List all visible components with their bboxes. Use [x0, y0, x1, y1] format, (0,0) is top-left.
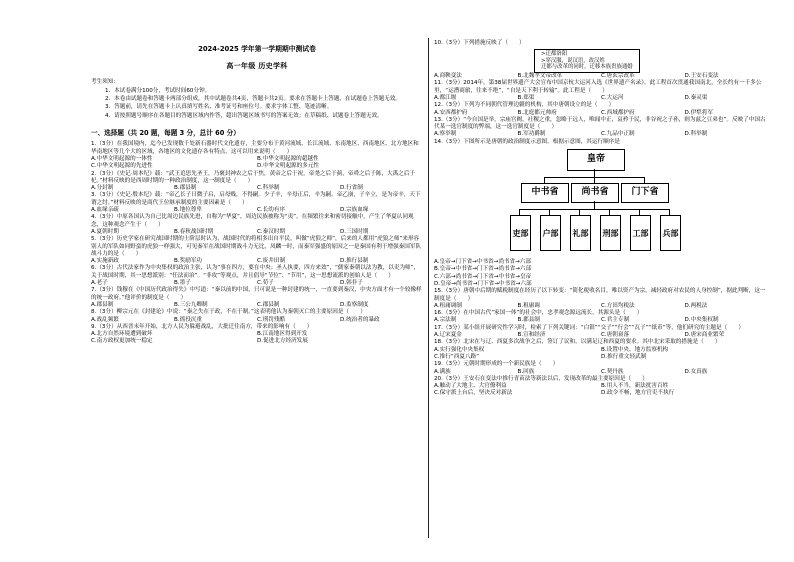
option: D.监察制度 [340, 301, 369, 308]
question-text: 11.（3分）2014年，第38届世界遗产大会宣布中国京杭大运河入选《世界遗产名录》。此工程首次贯通我国南北，全长约有一千多公里，“运漕商旅，往来不绝”，“自是天下利于转输”。此工程是（ ） [434, 80, 762, 94]
tang-org-chart [434, 149, 768, 257]
org-libu-rites: 礼部 [570, 215, 591, 251]
option: B.中华文明起源的超越性 [257, 155, 319, 162]
question [434, 361, 768, 376]
option: B.军功爵制 [517, 131, 546, 138]
option: A.宗法制 [434, 317, 457, 324]
question-text: 18.（3分）北宋在与辽、西夏多次战争之后，签订了议和，以满足辽和西夏的要求。其中北宋采取的措施是（ ） [434, 339, 721, 346]
measure-item: 迁都与改革的同时，迁移本族贵族通婚 [541, 64, 633, 71]
question [91, 192, 423, 214]
option: A.商鞅变法 [434, 73, 462, 80]
org-bingbu: 兵部 [660, 215, 681, 251]
options [91, 317, 423, 324]
question [434, 139, 768, 146]
options [434, 110, 768, 117]
options [434, 369, 768, 376]
option: C.唐玄宗改革 [601, 73, 635, 80]
option: D.韩非子 [340, 280, 363, 287]
question [434, 376, 768, 398]
option: A.分封制 [91, 185, 114, 192]
option: B.江南地区得到开发 [257, 331, 308, 338]
option: C.秦汉时期 [257, 228, 286, 235]
option: C.南方政权更加统一稳定 [91, 338, 153, 345]
option: C.中华文明起源的先进性 [91, 163, 153, 170]
option: C.九品中正制 [601, 131, 635, 138]
question-text: 8.（3分）柳宗元在《封建论》中说：“秦之失在于政，不在于制。”这表明他认为秦朝灭亡的主要原因是（ ） [91, 309, 366, 316]
option: B.皇帝→中书省→门下省→尚书省→六部 [434, 266, 532, 273]
option: A.北方自然环境遭到破坏 [91, 331, 153, 338]
option: C.西域都护府 [601, 109, 635, 116]
option: B.郑渠 [517, 94, 535, 101]
q14-options [434, 259, 768, 288]
question [91, 265, 423, 287]
question [434, 325, 768, 340]
option: A.都江堰 [434, 94, 457, 101]
question-text: 9.（3分）从西晋末年开始，北方人民为躲避战乱，大批迁往南方，带来的影响有（ ） [91, 323, 313, 330]
right-question-list [434, 80, 768, 146]
option: B.墨子 [174, 280, 191, 287]
question [434, 310, 768, 325]
question [434, 117, 768, 139]
option: C.荀子 [257, 280, 274, 287]
option: A.夏朝时期 [91, 228, 119, 235]
org-xingbu: 刑部 [600, 215, 621, 251]
measure-item: >迁都洛阳 [541, 51, 568, 58]
question-text: 2.（3分）《史记·周本纪》载：“武王追思先圣王，乃褒封神农之后于焦，黄帝之后于祝，帝尧之后于蓟，帝舜之后于陈，大禹之后于杞。”材料反映的是西周时期的一种政治制度，这一制度是（ ） [91, 170, 416, 184]
question-text: 14.（3分）下图所示是唐朝的政治制度示意图。根据示意图，其运行顺序是 [434, 138, 620, 145]
question [434, 339, 768, 361]
question [91, 324, 423, 346]
option: D.政令不畅，地方官吏不执行 [601, 390, 675, 397]
option: A.血缘亲疏 [91, 207, 119, 214]
question-text: 6.（3分）古代法家作为中央集权的政治主张，认为“事在四方，要在中央；圣人执要，四方来效”，“儒家秦朝以法为教，以吏为师”，关于战国时期，其一思想派别：“任法而治”。“非攻”等观点，并且倡导“节位”、“节用”，这一思想流派的创始人是（ ） [91, 265, 420, 279]
option: A.满族 [434, 368, 451, 375]
option: B.北魏孝文帝改革 [517, 73, 563, 80]
question-text: 4.（3分）中原各国认为自己比周边民族先进，自称为“华夏”，周边民族被称为“夷”。在频繁往来和密切接触中，产生了华夏认同观念，这种观念产生于（ ） [91, 214, 414, 228]
option: C.废井田制 [257, 258, 286, 265]
option: D.宗族血缘 [340, 207, 369, 214]
option: D.科举制 [684, 131, 708, 138]
org-gongbu: 工部 [630, 215, 651, 251]
option: A.中华文明起源的一体性 [91, 155, 153, 162]
options [434, 383, 768, 398]
question-text: 16.（3分）在中国古代“家国一体”的社会中，忠孝观念源远流长，其源头是（ ） [434, 310, 643, 317]
option: D.统治者的暴政 [340, 316, 380, 323]
question-text: 20.（3分）王安石在变法中推行青苗法等新法以后，发现改革的最主要原因是（ ） [434, 375, 648, 382]
option: D.伊犁将军 [684, 109, 713, 116]
notice-heading: 考生须知： [91, 78, 119, 85]
option: D.中华文明起源的多元性 [257, 163, 320, 170]
measure-item: >穿汉服，说汉语，改汉姓 [541, 57, 605, 64]
option: D.中央集权制 [684, 317, 719, 324]
option: B.郡县制 [174, 185, 197, 192]
options [91, 156, 423, 171]
option: D.女真族 [684, 368, 708, 375]
options [434, 347, 768, 362]
option: B.三公九卿制 [174, 301, 208, 308]
option: A.辽宋夏金 [434, 332, 462, 339]
question-text: 7.（3分）钱穆在《中国历代政治得失》中写道：“秦以前的中国，只可说是一种封建的统一，一直要到秦汉，中央方面才有一个较像样的统一政府。”他评价的制度是（ ） [91, 287, 422, 301]
option: B.租庸调 [517, 302, 540, 309]
option: C.推行“西夏八路” [434, 353, 480, 360]
option: C.保守派上台后，坚决反对新法 [434, 390, 513, 397]
option: B.春秋战国时期 [174, 228, 214, 235]
notice-item: 3．答题前，请先在答题卡上认真填写姓名、准考证号和座位号。要求字体工整、笔迹清晰。 [105, 104, 333, 111]
option: B.设置中央、地方监察机构 [601, 346, 669, 353]
left-question-list [91, 141, 423, 345]
option: A.租庸调制 [434, 302, 462, 309]
notice-item: 4．请按照题号顺序在各题目的答题区域内作答，超出答题区域书写的答案无效；在草稿纸、试题卷上答题无效。 [105, 112, 383, 119]
left-column [91, 40, 423, 346]
column-divider [428, 38, 429, 538]
option: B.宣和经济 [517, 332, 546, 339]
question-10 [434, 40, 768, 80]
option: C.六部→尚书省→门下省→中书省→皇帝 [434, 273, 532, 280]
option: B.用人不当，新法扰害百姓 [601, 383, 669, 390]
option: C.君主专制 [601, 317, 630, 324]
option: A.老子 [91, 280, 108, 287]
exam-notice [91, 79, 423, 120]
question-text: 15.（3分）唐朝中后期的赋税制度在经历了以下转变：“简化税收名目，唯以资产为宗，减轻政府对农民的人身控制”，据此判断，这一制度是（ ） [434, 288, 766, 302]
option: C.刑罚残酷 [257, 316, 286, 323]
org-connector [594, 201, 595, 209]
org-emperor: 皇帝 [567, 149, 625, 171]
option: B.郡县制 [517, 317, 540, 324]
org-shangshu: 尚书省 [571, 183, 619, 203]
option: D.促进北方经济发展 [257, 338, 308, 345]
option: A.安西都护府 [434, 109, 468, 116]
org-zhongshu: 中书省 [521, 183, 569, 203]
option: C.郡县制 [257, 301, 280, 308]
option: A.实行强化中央集权 [434, 346, 485, 353]
exam-title: 2024-2025 学年第一学期期中测试卷 [198, 45, 316, 53]
org-hubu: 户部 [540, 215, 561, 251]
option: A.实施新政 [91, 258, 119, 265]
question [91, 214, 423, 236]
options [434, 317, 768, 324]
option: C.大运河 [601, 94, 624, 101]
option: D.皇帝→尚书省→门下省→中书省→六部 [434, 280, 532, 287]
option: C.科举制 [257, 185, 280, 192]
question-text: 17.（3分）某小组开展研究性学习时，检索了下列关键词：“白银”“交子”“行会”“瓦子”“纸币”等，他们研究的主题是（ ） [434, 324, 744, 331]
option: B.北庭都元帅府 [517, 109, 557, 116]
option: A.郡县制 [91, 301, 114, 308]
options [434, 131, 768, 138]
option: C.方田均税法 [601, 302, 635, 309]
question-text: 1.（3分）在我国境内，迄今已发现数千处新石器时代文化遗存，主要分布于黄河流域、长江流域、东南地区、西南地区、北方地区和华南地区等几个大的区域，各地区的文化遗存各有特点，这可以用来说明（ ） [91, 141, 419, 155]
org-libu: 吏部 [510, 215, 531, 251]
option: C.唐朝衰落 [601, 332, 630, 339]
option: D.唐宋商业繁荣 [684, 332, 725, 339]
option: A.察举制 [434, 131, 457, 138]
question-text: 13.（3分）“今自国是举，宗庙宫阙，社稷之重，忽略于远人，唯闻中正，哀矜于民，非谷祝之子孙，则为兹之豆弟也”。反映了中国古代某一选官制度的弊端，这一选官制度是（ ） [434, 116, 766, 131]
question-text: 10.（3分）下列措施反映了（ ） [434, 40, 525, 46]
question [434, 102, 768, 117]
option: D.两税法 [684, 302, 708, 309]
option: B.奖励军功 [174, 258, 202, 265]
option: B.地位尊卑 [174, 207, 202, 214]
question-text: 3.（3分）《史记·殷本纪》载：“帝乙长子曰微子启，启母贱，不得嗣。少子辛，辛母正后，辛为嗣。帝乙崩，子辛立，是为帝辛，天下谓之纣。”材料反映的是商代王位继承制度的主要因素是（ ） [91, 192, 421, 206]
section-heading: 一、选择题（共 20 题，每题 3 分，总计 60 分） [91, 129, 240, 138]
org-menxia: 门下省 [621, 183, 669, 203]
option: B.徭役沉重 [174, 316, 202, 323]
org-connector [594, 169, 595, 177]
option: D.三国时期 [340, 228, 369, 235]
question [91, 236, 423, 265]
question-text: 19.（3分）元朝时期形成的一个新民族是（ ） [434, 361, 559, 368]
option: D.行省制 [340, 185, 363, 192]
question [91, 287, 423, 309]
option: A.战乱频繁 [91, 316, 119, 323]
option: D.王安石变法 [684, 73, 719, 80]
notice-item: 2．本卷由试题卷和答题卡两部分组成，其中试题卷共4页，答题卡共2页。要求在答题卡上答题，在试题卷上答题无效。 [105, 96, 401, 103]
option: A.皇帝→门下省→中书省→尚书省→六部 [434, 259, 531, 266]
option: D.推行县制 [340, 258, 369, 265]
question-text: 12.（3分）下列为不同朝代管理边疆的机构，其中唐朝设立的是（ ） [434, 102, 615, 109]
option: D.推行重文轻武制 [601, 353, 647, 360]
options [91, 331, 423, 346]
option: C.长幼有序 [257, 207, 286, 214]
question [91, 309, 423, 324]
question-text: 5.（3分）历史学家在研究战国时期的士阶层时认为，战国时代的将相多出自平民，叫做“虎狼之师”，后来的人都用“虎狼之师”来形容别人的军队如同野蛮的虎狼一样强大，可见秦军在战国时期战斗力无比，凤麟一时，而秦军强盛的原因之一是秦国有利于增强秦国军队战斗力的是（ ） [91, 236, 422, 257]
question [434, 288, 768, 310]
option: C.契丹族 [601, 368, 624, 375]
exam-subtitle: 高一年级 历史学科 [226, 62, 288, 71]
option: D.秦灵渠 [684, 94, 708, 101]
org-connector [519, 209, 669, 210]
notice-item: 1．本试卷满分100分，考试时间60分钟。 [105, 87, 211, 94]
question [91, 141, 423, 170]
right-question-list-2 [434, 288, 768, 397]
option: A.触动了大地主、大官僚利益 [434, 383, 507, 390]
question [434, 80, 768, 102]
measures-box [534, 49, 640, 73]
option: B.回族 [517, 368, 535, 375]
right-column [434, 40, 768, 398]
question [91, 171, 423, 193]
